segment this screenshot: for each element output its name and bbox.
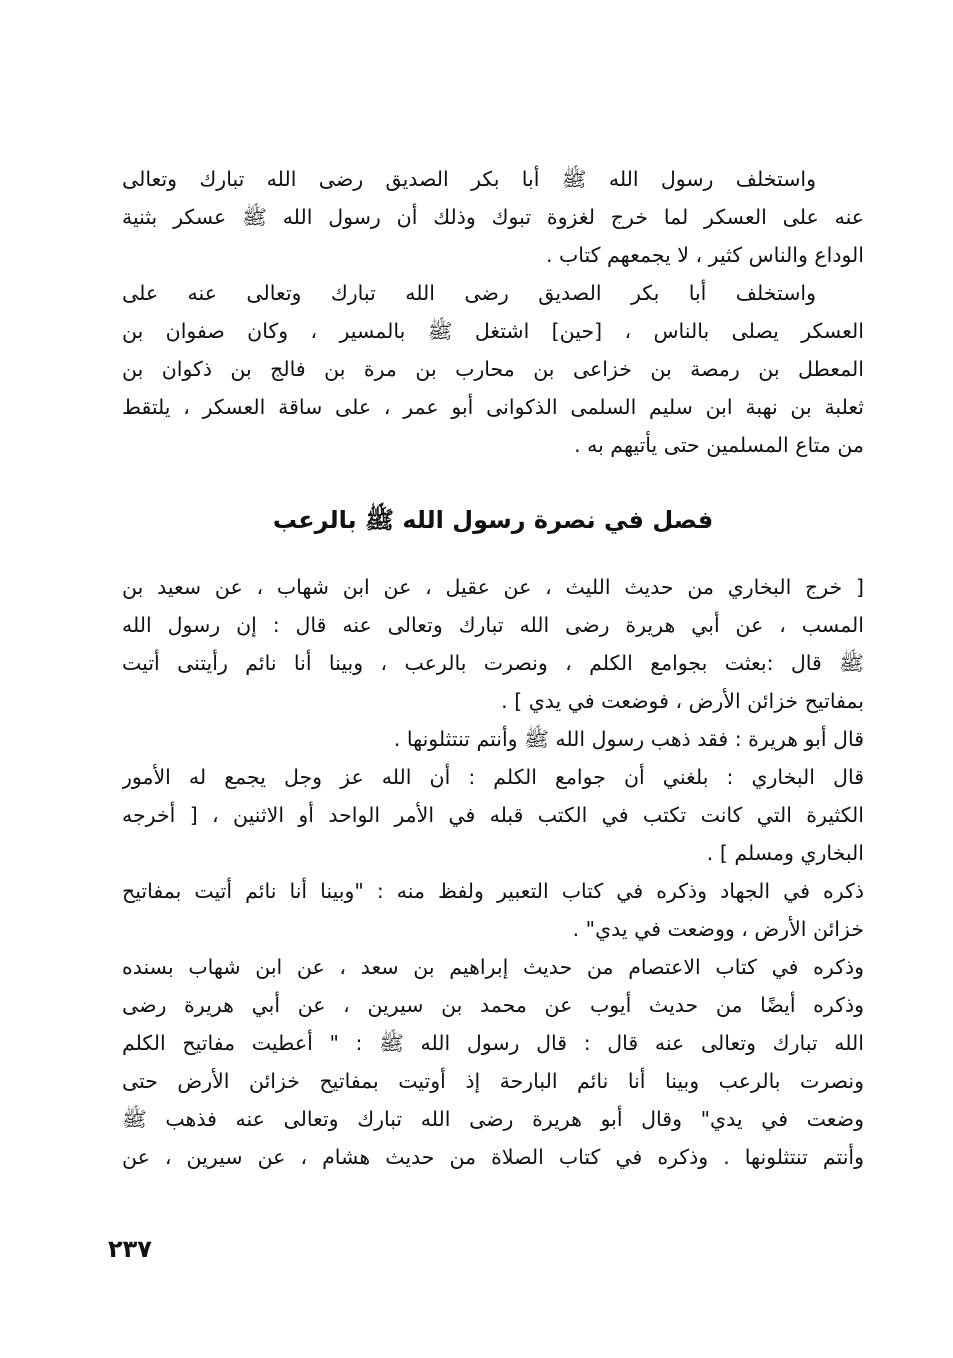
text-line: وذكره أيضًا من حديث أيوب عن محمد بن سيرين ، عن أبي هريرة رضى xyxy=(122,993,864,1017)
text-line: ثعلبة بن نهبة ابن سليم السلمى الذكوانى أبو عمر ، على ساقة العسكر ، يلتقط xyxy=(122,395,864,419)
text-line: العسكر يصلى بالناس ، [حين] اشتغل ﷺ بالمسير ، وكان صفوان بن xyxy=(122,319,864,343)
text-line: من متاع المسلمين حتى يأتيهم به . xyxy=(574,433,864,457)
text-line: الوداع والناس كثير ، لا يجمعهم كتاب . xyxy=(545,243,864,267)
text-line: ذكره في الجهاد وذكره في كتاب التعبير ولفظ منه : "وبينا أنا نائم أتيت بمفاتيح xyxy=(122,879,864,903)
text-line: وأنتم تنتثلونها . وذكره في كتاب الصلاة من حديث هشام ، عن سيرين ، عن xyxy=(122,1145,864,1169)
text-line: وضعت في يدي" وقال أبو هريرة رضى الله تبارك وتعالى عنه فذهب ﷺ xyxy=(122,1107,864,1131)
text-line: عنه على العسكر لما خرج لغزوة تبوك وذلك أن رسول الله ﷺ عسكر بثنية xyxy=(122,205,864,229)
text-line: الله تبارك وتعالى عنه قال : قال رسول الله ﷺ : " أعطيت مفاتيح الكلم xyxy=(122,1031,864,1055)
text-line: الكثيرة التي كانت تكتب في الكتب قبله في الأمر الواحد أو الاثنين ، [ أخرجه xyxy=(122,803,864,827)
text-line: واستخلف أبا بكر الصديق رضى الله تبارك وتعالى عنه على xyxy=(122,281,816,305)
section-heading: فصل في نصرة رسول الله ﷺ بالرعب xyxy=(272,506,714,534)
text-line: ونصرت بالرعب وبينا أنا نائم البارحة إذ أوتيت بمفاتيح خزائن الأرض حتى xyxy=(122,1069,864,1093)
text-line: المعطل بن رمصة بن خزاعى بن محارب بن مرة بن فالج بن ذكوان بن xyxy=(122,357,864,381)
text-line: ﷺ قال :بعثت بجوامع الكلم ، ونصرت بالرعب ، وبينا أنا نائم رأيتنى أتيت xyxy=(122,651,864,675)
text-line: واستخلف رسول الله ﷺ أبا بكر الصديق رضى الله تبارك وتعالى xyxy=(122,167,816,191)
text-line: المسب ، عن أبي هريرة رضى الله تبارك وتعالى عنه قال : إن رسول الله xyxy=(122,613,864,637)
text-line: وذكره في كتاب الاعتصام من حديث إبراهيم بن سعد ، عن ابن شهاب بسنده xyxy=(122,955,864,979)
page-number: ٢٣٧ xyxy=(108,1235,152,1263)
text-line: خزائن الأرض ، ووضعت في يدي" . xyxy=(572,917,864,941)
body-paragraphs xyxy=(122,568,864,1176)
text-line: قال أبو هريرة : فقد ذهب رسول الله ﷺ وأنتم تنتثلونها . xyxy=(393,727,864,751)
text-line: بمفاتيح خزائن الأرض ، فوضعت في يدي ] . xyxy=(501,689,864,713)
intro-paragraphs xyxy=(122,160,864,464)
text-line: [ خرج البخاري من حديث الليث ، عن عقيل ، عن ابن شهاب ، عن سعيد بن xyxy=(122,575,864,599)
text-line: قال البخاري : بلغني أن جوامع الكلم : أن الله عز وجل يجمع له الأمور xyxy=(122,765,864,789)
text-line: البخاري ومسلم ] . xyxy=(706,841,864,865)
